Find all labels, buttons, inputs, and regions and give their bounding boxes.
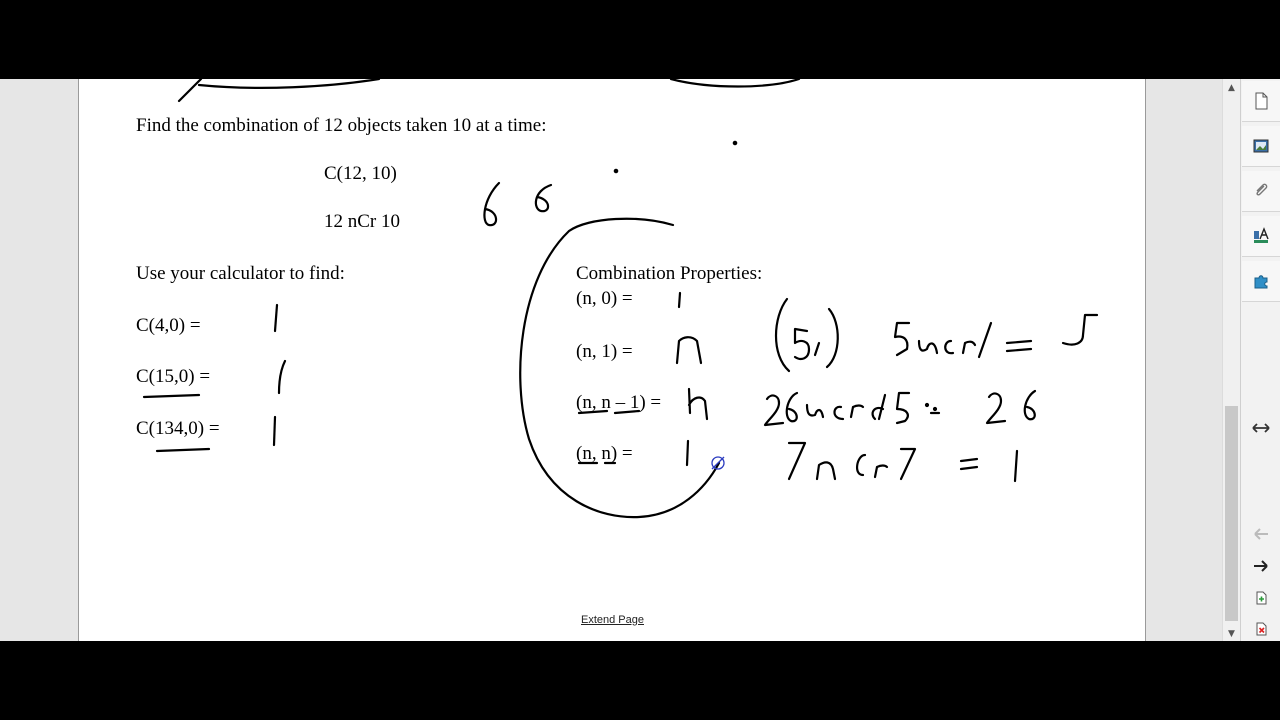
- page-sorter-icon: [1252, 92, 1270, 110]
- properties-icon: [1252, 227, 1270, 245]
- bottom-black-bar: [0, 641, 1280, 720]
- delete-page-icon: [1252, 622, 1270, 636]
- calc-item: C(15,0) =: [136, 366, 211, 387]
- add-page-icon: [1252, 591, 1270, 605]
- expr-ncr: 12 nCr 10: [324, 211, 400, 232]
- calc-item: C(4,0) =: [136, 315, 201, 336]
- extend-page-link[interactable]: Extend Page: [581, 614, 644, 626]
- tab-properties[interactable]: [1242, 216, 1280, 257]
- scrollbar-thumb[interactable]: [1225, 406, 1238, 621]
- tab-gallery[interactable]: [1242, 126, 1280, 167]
- intro-text: Find the combination of 12 objects taken 10 at a time:: [136, 115, 547, 136]
- side-panel: [1240, 79, 1280, 641]
- tab-page-sorter[interactable]: [1242, 81, 1280, 122]
- prop-item: (n, 1) =: [576, 341, 633, 362]
- tab-addons[interactable]: [1242, 261, 1280, 302]
- props-heading: Combination Properties:: [576, 263, 763, 284]
- back-icon: [1252, 527, 1270, 541]
- add-page-button[interactable]: [1241, 585, 1280, 611]
- panel-resize-button[interactable]: [1241, 415, 1280, 441]
- forward-button[interactable]: [1241, 553, 1280, 579]
- top-black-bar: [0, 0, 1280, 79]
- prop-item: (n, n) =: [576, 443, 633, 464]
- scroll-up-icon[interactable]: ▲: [1228, 83, 1235, 93]
- expr-combination: C(12, 10): [324, 163, 397, 184]
- attachments-icon: [1252, 182, 1270, 200]
- delete-page-button[interactable]: [1241, 616, 1280, 642]
- back-button[interactable]: [1241, 521, 1280, 547]
- addons-icon: [1252, 272, 1270, 290]
- whiteboard-canvas[interactable]: [0, 79, 1222, 641]
- whiteboard-page[interactable]: [78, 79, 1146, 641]
- calc-item: C(134,0) =: [136, 418, 220, 439]
- prop-item: (n, 0) =: [576, 288, 633, 309]
- scroll-down-icon[interactable]: ▼: [1228, 629, 1235, 639]
- forward-icon: [1252, 559, 1270, 573]
- resize-arrows-icon: [1252, 421, 1270, 435]
- gallery-icon: [1252, 137, 1270, 155]
- vertical-scrollbar[interactable]: [1222, 79, 1240, 641]
- tab-attachments[interactable]: [1242, 171, 1280, 212]
- calc-heading: Use your calculator to find:: [136, 263, 345, 284]
- prop-item: (n, n – 1) =: [576, 392, 662, 413]
